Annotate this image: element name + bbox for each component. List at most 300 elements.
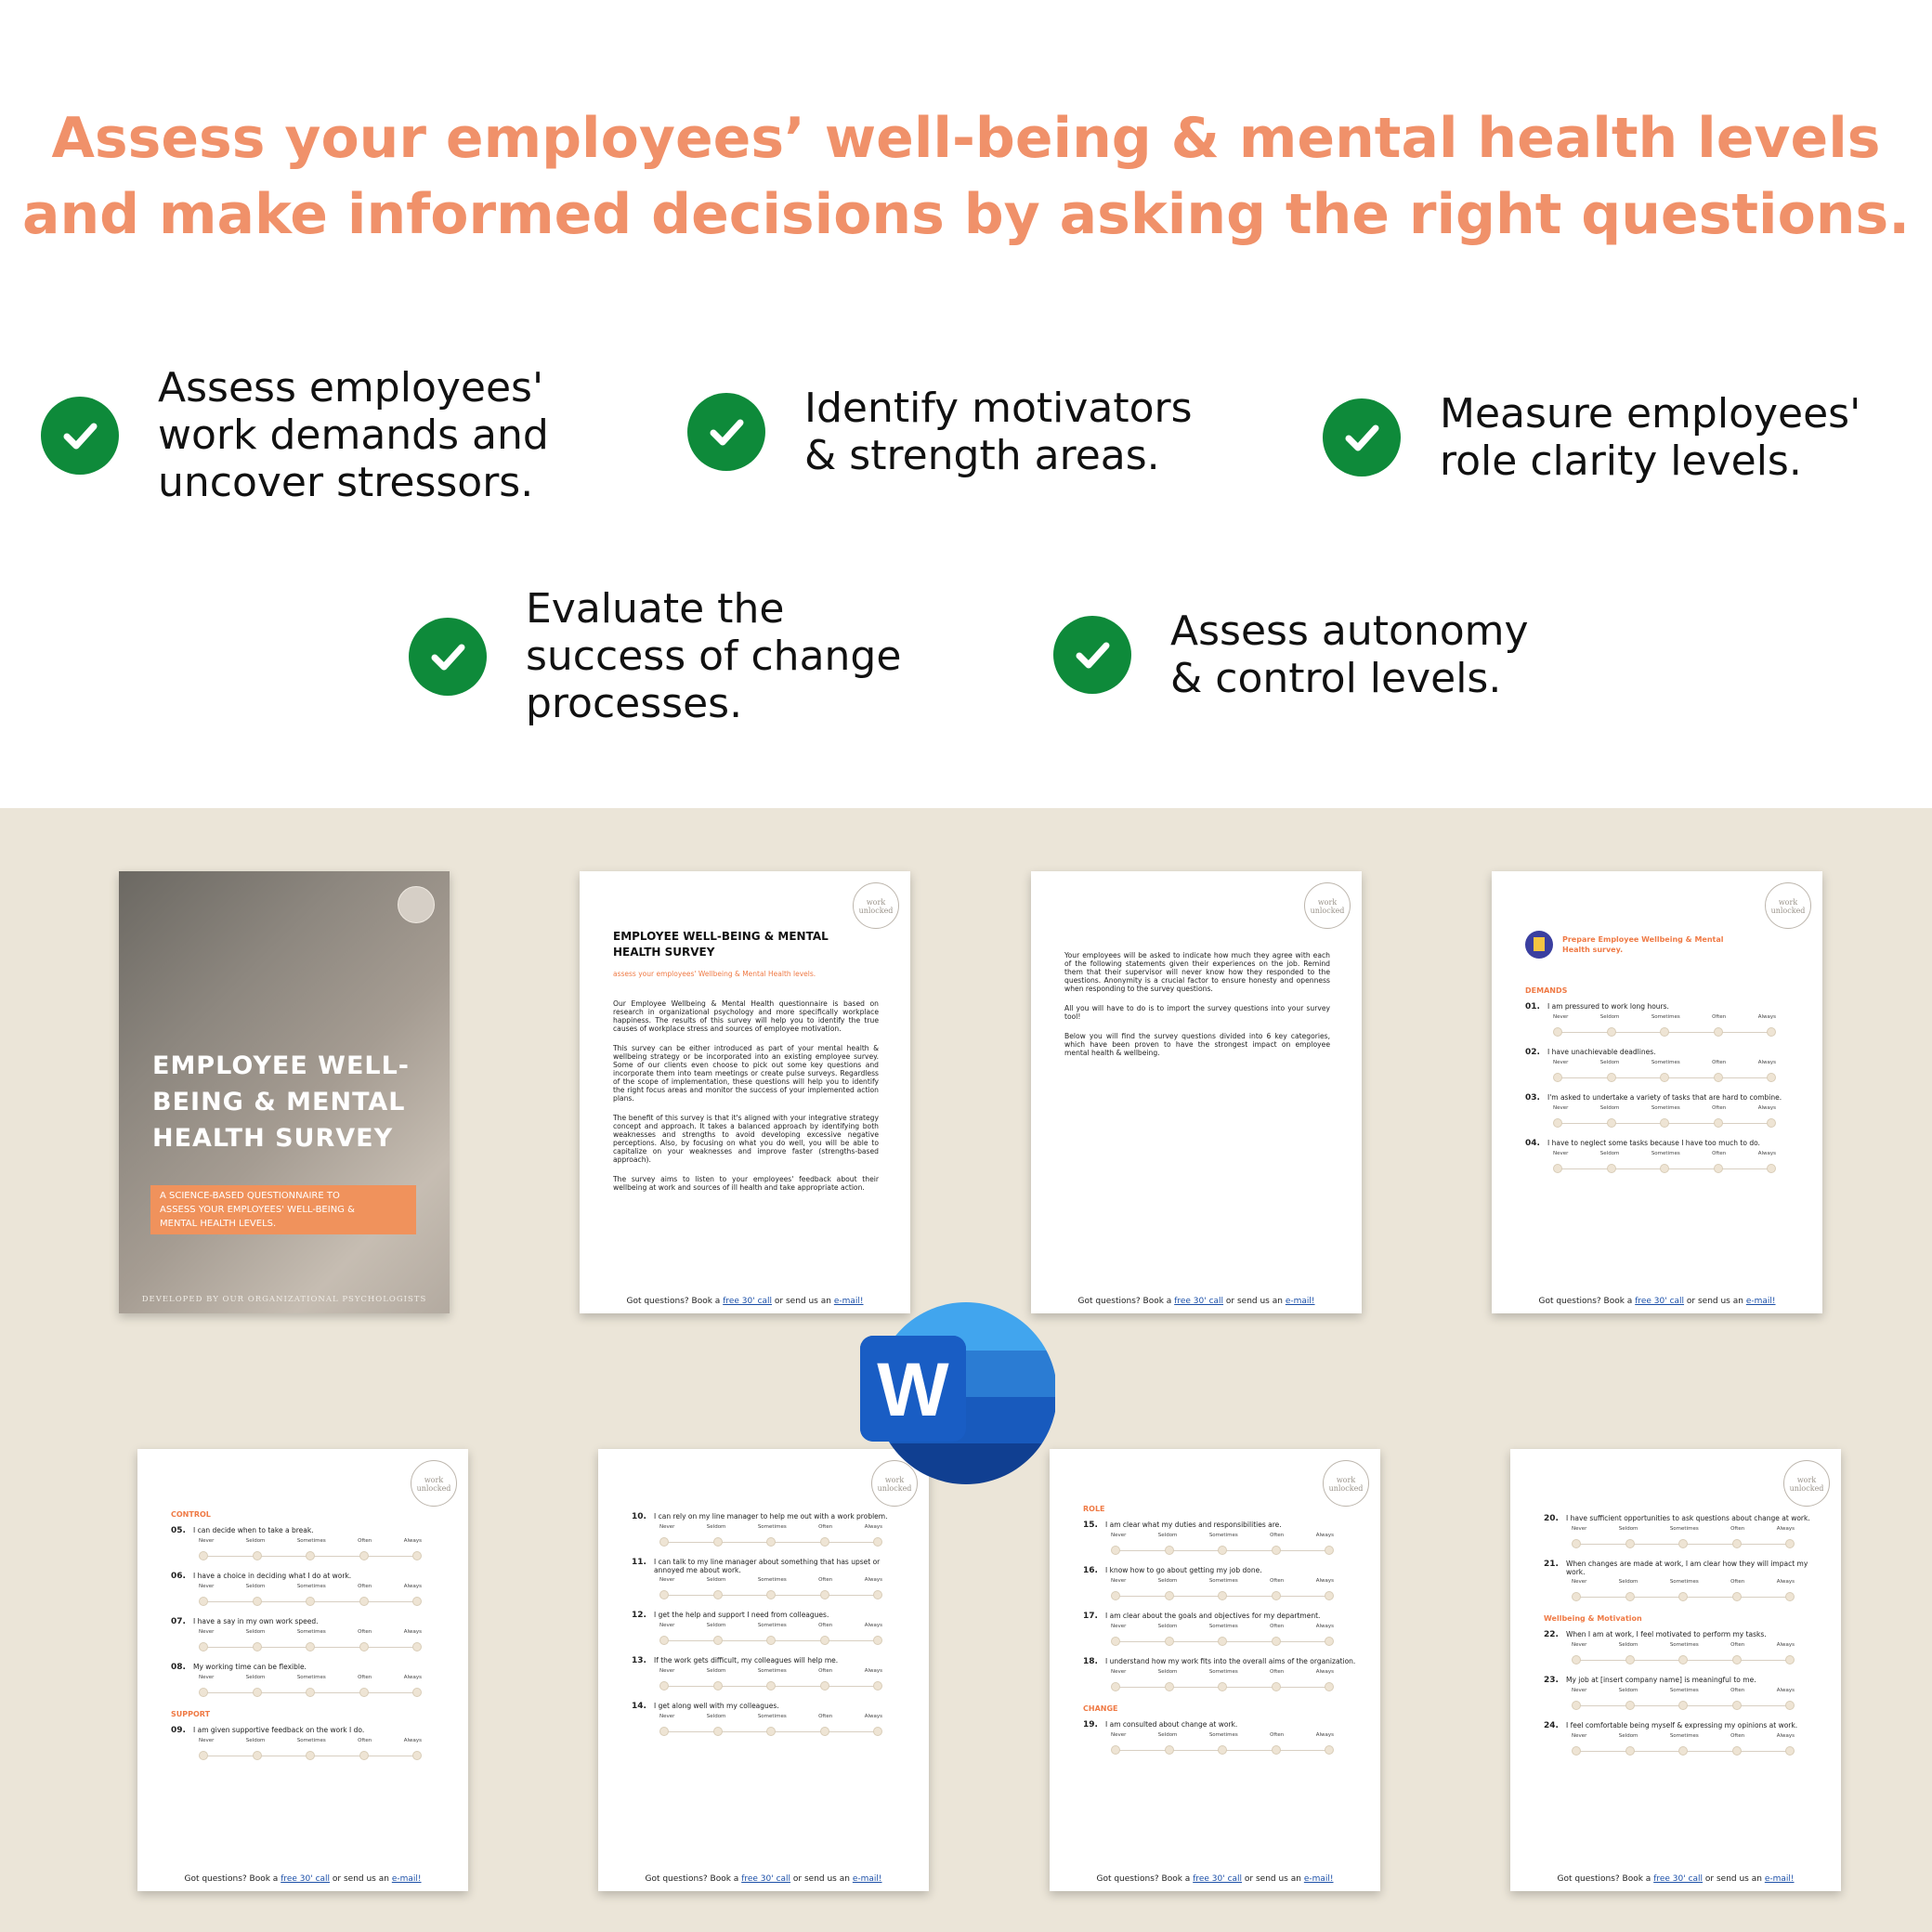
scale-label: Often: [818, 1668, 833, 1674]
scale-radio[interactable]: [766, 1636, 776, 1645]
scale-radio[interactable]: [873, 1636, 882, 1645]
scale-radio[interactable]: [1607, 1118, 1616, 1128]
scale-radio[interactable]: [253, 1551, 262, 1560]
scale-radio[interactable]: [659, 1681, 669, 1690]
scale-radio[interactable]: [199, 1642, 208, 1651]
work-unlocked-logo: work unlocked: [1783, 1460, 1830, 1507]
question-label: I get the help and support I need from colleagues.: [654, 1611, 829, 1619]
scale-label: Often: [358, 1629, 372, 1635]
scale-radio[interactable]: [659, 1537, 669, 1547]
scale-label: Seldom: [245, 1675, 266, 1680]
scale-label: Seldom: [1157, 1732, 1178, 1738]
scale-radio[interactable]: [306, 1597, 315, 1606]
scale-label: Always: [1776, 1688, 1795, 1693]
scale-label: Never: [659, 1623, 675, 1628]
scale-radio[interactable]: [713, 1727, 723, 1736]
scale-radio[interactable]: [1325, 1637, 1334, 1646]
scale-label: Never: [1111, 1533, 1127, 1538]
scale-radio[interactable]: [659, 1590, 669, 1599]
scale-label: Often: [358, 1538, 372, 1544]
scale-radio[interactable]: [1625, 1655, 1635, 1664]
scale-radio[interactable]: [412, 1688, 422, 1697]
scale-radio[interactable]: [1678, 1655, 1688, 1664]
scale-radio[interactable]: [1714, 1118, 1723, 1128]
scale-label: Often: [1712, 1060, 1727, 1065]
scale-radio[interactable]: [1732, 1655, 1742, 1664]
email-link[interactable]: e-mail!: [1764, 1874, 1795, 1884]
scale-radio[interactable]: [1607, 1027, 1616, 1037]
survey-question: [1544, 1514, 1822, 1552]
scale-radio[interactable]: [1767, 1118, 1776, 1128]
scale-radio[interactable]: [713, 1681, 723, 1690]
feature-text: Assess autonomy & control levels.: [1170, 607, 1529, 702]
scale-radio[interactable]: [820, 1681, 829, 1690]
instructions-paragraph: All you will have to do is to import the survey questions into your survey tool!: [1064, 1004, 1330, 1021]
scale-radio[interactable]: [1572, 1746, 1581, 1756]
scale-label: Always: [403, 1738, 422, 1743]
question-list: [1525, 977, 1804, 1177]
survey-question: [1525, 1139, 1804, 1177]
question-label: I can decide when to take a break.: [193, 1526, 314, 1534]
scale-radio[interactable]: [659, 1727, 669, 1736]
question-label: I have a say in my own work speed.: [193, 1617, 319, 1625]
scale-label: Always: [1757, 1105, 1776, 1111]
scale-radio[interactable]: [412, 1551, 422, 1560]
question-number: 14.: [632, 1702, 646, 1711]
scale-radio[interactable]: [873, 1590, 882, 1599]
question-number: 24.: [1544, 1721, 1559, 1730]
scale-radio[interactable]: [1660, 1073, 1669, 1082]
scale-radio[interactable]: [359, 1688, 369, 1697]
scale-radio[interactable]: [1625, 1592, 1635, 1601]
scale-radio[interactable]: [1111, 1546, 1120, 1555]
scale-radio[interactable]: [1607, 1164, 1616, 1173]
scale-radio[interactable]: [766, 1590, 776, 1599]
scale-radio[interactable]: [1660, 1027, 1669, 1037]
scale-label: Always: [1776, 1579, 1795, 1585]
survey-question: [632, 1558, 910, 1603]
scale-radio[interactable]: [1660, 1164, 1669, 1173]
question-label: I know how to go about getting my job done.: [1105, 1566, 1262, 1574]
scale-radio[interactable]: [1272, 1546, 1281, 1555]
scale-label: Always: [1315, 1732, 1334, 1738]
scale-radio[interactable]: [713, 1636, 723, 1645]
question-label: I can talk to my line manager about something that has upset or annoyed me about work.: [654, 1558, 881, 1574]
scale-radio[interactable]: [359, 1751, 369, 1760]
scale-label: Seldom: [706, 1524, 726, 1530]
work-unlocked-logo: work unlocked: [1304, 882, 1351, 929]
question-text: [1544, 1514, 1822, 1523]
scale-label: Often: [358, 1584, 372, 1589]
scale-radio[interactable]: [412, 1597, 422, 1606]
question-label: I am clear what my duties and responsibilities are.: [1105, 1521, 1282, 1529]
word-letter: W: [877, 1348, 949, 1432]
email-link[interactable]: e-mail!: [1303, 1874, 1334, 1884]
scale-radio[interactable]: [766, 1681, 776, 1690]
scale-radio[interactable]: [1218, 1637, 1227, 1646]
work-unlocked-logo: work unlocked: [1323, 1460, 1369, 1507]
page-footer: Got questions? Book a free 30' call or send us an e-mail!: [1557, 1874, 1795, 1884]
scale-radio[interactable]: [766, 1537, 776, 1547]
page-demands: [1492, 871, 1822, 1313]
scale-radio[interactable]: [1732, 1701, 1742, 1710]
feature-work-demands: [41, 364, 549, 506]
rating-scale: [1572, 1579, 1795, 1605]
scale-radio[interactable]: [713, 1537, 723, 1547]
scale-radio[interactable]: [1785, 1655, 1795, 1664]
survey-question: [1083, 1657, 1362, 1695]
scale-radio[interactable]: [1625, 1701, 1635, 1710]
scale-label: Never: [1553, 1105, 1569, 1111]
scale-label: Never: [199, 1584, 215, 1589]
free-call-link[interactable]: free 30' call: [1635, 1297, 1685, 1306]
scale-label: Always: [1757, 1014, 1776, 1020]
question-label: I am consulted about change at work.: [1105, 1720, 1238, 1729]
scale-radio[interactable]: [1325, 1682, 1334, 1691]
scale-label: Sometimes: [1651, 1060, 1680, 1065]
scale-radio[interactable]: [1111, 1745, 1120, 1755]
section-heading: DEMANDS: [1525, 986, 1568, 995]
scale-radio[interactable]: [1714, 1027, 1723, 1037]
scale-label: Never: [199, 1538, 215, 1544]
scale-label: Seldom: [1157, 1533, 1178, 1538]
scale-radio[interactable]: [1325, 1591, 1334, 1600]
question-text: [1544, 1630, 1822, 1639]
scale-radio[interactable]: [306, 1642, 315, 1651]
question-number: 23.: [1544, 1676, 1559, 1685]
scale-radio[interactable]: [1625, 1746, 1635, 1756]
scale-radio[interactable]: [1660, 1118, 1669, 1128]
free-call-link[interactable]: free 30' call: [1174, 1297, 1224, 1306]
scale-radio[interactable]: [1767, 1027, 1776, 1037]
scale-label: Often: [818, 1623, 833, 1628]
question-text: [632, 1611, 910, 1620]
intro-title: EMPLOYEE WELL-BEING & MENTAL HEALTH SURVEY: [613, 930, 829, 959]
scale-radio[interactable]: [1732, 1746, 1742, 1756]
scale-label: Sometimes: [1208, 1578, 1238, 1584]
question-number: 03.: [1525, 1093, 1540, 1103]
scale-radio[interactable]: [1572, 1539, 1581, 1548]
question-number: 02.: [1525, 1048, 1540, 1057]
rating-scale: [1572, 1688, 1795, 1714]
scale-radio[interactable]: [1272, 1745, 1281, 1755]
intro-paragraph: Our Employee Wellbeing & Mental Health questionnaire is based on research in organizational psychology and more specifically workplace happiness. The results of this survey will help you to identify the true causes of workplace stress and sources of employee motivation.: [613, 999, 879, 1033]
rating-scale: [1553, 1060, 1776, 1086]
scale-radio[interactable]: [820, 1636, 829, 1645]
question-label: I have a choice in deciding what I do at work.: [193, 1572, 352, 1580]
rating-scale: [1111, 1669, 1334, 1695]
scale-radio[interactable]: [1218, 1682, 1227, 1691]
scale-radio[interactable]: [412, 1642, 422, 1651]
survey-question: [1544, 1560, 1822, 1605]
checkmark-icon: [687, 393, 765, 471]
question-number: 04.: [1525, 1139, 1540, 1148]
scale-radio[interactable]: [1714, 1073, 1723, 1082]
scale-label: Sometimes: [296, 1538, 326, 1544]
intro-paragraph: The survey aims to listen to your employees' feedback about their wellbeing at work and sources of ill health and take appropriate action.: [613, 1175, 879, 1192]
scale-label: Often: [1712, 1151, 1727, 1156]
feature-text: Measure employees' role clarity levels.: [1440, 390, 1861, 485]
scale-label: Always: [1315, 1669, 1334, 1675]
scale-radio[interactable]: [1678, 1539, 1688, 1548]
question-number: 09.: [171, 1726, 186, 1735]
free-call-link[interactable]: free 30' call: [741, 1874, 791, 1884]
scale-radio[interactable]: [1785, 1746, 1795, 1756]
scale-radio[interactable]: [1165, 1591, 1174, 1600]
scale-radio[interactable]: [1678, 1592, 1688, 1601]
scale-label: Often: [1712, 1105, 1727, 1111]
question-number: 20.: [1544, 1514, 1559, 1523]
scale-radio[interactable]: [1325, 1546, 1334, 1555]
rating-scale: [659, 1524, 882, 1550]
scale-label: Sometimes: [1651, 1014, 1680, 1020]
scale-radio[interactable]: [1607, 1073, 1616, 1082]
scale-label: Never: [199, 1738, 215, 1743]
scale-radio[interactable]: [1572, 1592, 1581, 1601]
scale-label: Always: [1757, 1151, 1776, 1156]
scale-radio[interactable]: [1732, 1539, 1742, 1548]
scale-radio[interactable]: [1767, 1164, 1776, 1173]
instructions-paragraph: Below you will find the survey questions divided into 6 key categories, which have been proven to have the strongest impact on employee mental health & wellbeing.: [1064, 1032, 1330, 1057]
scale-radio[interactable]: [1553, 1118, 1562, 1128]
question-label: When changes are made at work, I am clear how they will impact my work.: [1566, 1560, 1808, 1576]
scale-label: Always: [1776, 1733, 1795, 1739]
survey-question: [171, 1526, 450, 1564]
work-unlocked-logo: work unlocked: [1765, 882, 1811, 929]
section-heading: SUPPORT: [171, 1710, 211, 1718]
rating-scale: [1553, 1014, 1776, 1040]
scale-radio[interactable]: [1218, 1745, 1227, 1755]
question-number: 17.: [1083, 1612, 1098, 1621]
scale-label: Seldom: [1157, 1578, 1178, 1584]
scale-label: Always: [403, 1629, 422, 1635]
prepare-title: Prepare Employee Wellbeing & Mental Health survey.: [1562, 935, 1724, 954]
scale-radio[interactable]: [766, 1727, 776, 1736]
scale-radio[interactable]: [1678, 1746, 1688, 1756]
survey-question: [632, 1656, 910, 1694]
scale-radio[interactable]: [873, 1537, 882, 1547]
question-label: I have to neglect some tasks because I have too much to do.: [1547, 1139, 1760, 1147]
survey-question: [632, 1512, 910, 1550]
rating-scale: [1572, 1733, 1795, 1759]
rating-scale: [1572, 1526, 1795, 1552]
intro-subtitle: assess your employees' Wellbeing & Mental Health levels.: [613, 970, 816, 978]
scale-label: Sometimes: [296, 1675, 326, 1680]
email-link[interactable]: e-mail!: [1745, 1297, 1776, 1306]
scale-label: Sometimes: [757, 1714, 787, 1719]
cover-title: EMPLOYEE WELL- BEING & MENTAL HEALTH SURVEY: [152, 1051, 411, 1153]
scale-label: Never: [1111, 1669, 1127, 1675]
scale-radio[interactable]: [1111, 1591, 1120, 1600]
scale-radio[interactable]: [199, 1597, 208, 1606]
section-heading: ROLE: [1083, 1505, 1105, 1513]
question-text: [171, 1663, 450, 1672]
feature-text: Evaluate the success of change processes.: [526, 585, 902, 727]
page-footer: Got questions? Book a free 30' call or send us an e-mail!: [1077, 1297, 1315, 1306]
scale-radio[interactable]: [306, 1551, 315, 1560]
scale-radio[interactable]: [359, 1551, 369, 1560]
scale-label: Never: [1572, 1688, 1587, 1693]
scale-radio[interactable]: [1785, 1539, 1795, 1548]
question-text: [1544, 1721, 1822, 1730]
scale-label: Sometimes: [1669, 1642, 1699, 1648]
free-call-link[interactable]: free 30' call: [1193, 1874, 1243, 1884]
survey-question: [1525, 1048, 1804, 1086]
scale-radio[interactable]: [253, 1642, 262, 1651]
scale-radio[interactable]: [1572, 1701, 1581, 1710]
free-call-link[interactable]: free 30' call: [1653, 1874, 1704, 1884]
scale-label: Often: [1270, 1533, 1285, 1538]
scale-radio[interactable]: [1714, 1164, 1723, 1173]
checkmark-icon: [1053, 616, 1131, 694]
question-number: 12.: [632, 1611, 646, 1620]
question-number: 08.: [171, 1663, 186, 1672]
scale-radio[interactable]: [199, 1551, 208, 1560]
scale-label: Often: [1270, 1578, 1285, 1584]
scale-radio[interactable]: [1732, 1592, 1742, 1601]
scale-radio[interactable]: [873, 1681, 882, 1690]
scale-radio[interactable]: [359, 1597, 369, 1606]
survey-question: [1083, 1612, 1362, 1650]
rating-scale: [1111, 1533, 1334, 1559]
question-label: I get along well with my colleagues.: [654, 1702, 779, 1710]
scale-label: Never: [659, 1668, 675, 1674]
scale-label: Never: [659, 1524, 675, 1530]
scale-radio[interactable]: [253, 1597, 262, 1606]
scale-radio[interactable]: [659, 1636, 669, 1645]
scale-radio[interactable]: [199, 1688, 208, 1697]
scale-label: Seldom: [1618, 1579, 1638, 1585]
question-list: [1544, 1507, 1822, 1759]
scale-radio[interactable]: [1785, 1592, 1795, 1601]
scale-radio[interactable]: [253, 1688, 262, 1697]
scale-radio[interactable]: [306, 1751, 315, 1760]
scale-radio[interactable]: [1553, 1164, 1562, 1173]
scale-label: Sometimes: [1669, 1688, 1699, 1693]
scale-label: Often: [1712, 1014, 1727, 1020]
rating-scale: [199, 1538, 422, 1564]
page-footer: Got questions? Book a free 30' call or send us an e-mail!: [626, 1297, 864, 1306]
instructions-paragraph: Your employees will be asked to indicate how much they agree with each of the following statements given their experiences on the job. Remind them that their supervisor will never know how they responded to the questions. Anonymity is a crucial factor to ensure honesty and openness when responding to the survey questions.: [1064, 951, 1330, 993]
scale-label: Always: [864, 1524, 882, 1530]
scale-radio[interactable]: [1272, 1637, 1281, 1646]
page-cover: [119, 871, 450, 1313]
question-number: 10.: [632, 1512, 646, 1521]
scale-radio[interactable]: [1111, 1637, 1120, 1646]
scale-label: Seldom: [245, 1738, 266, 1743]
question-label: If the work gets difficult, my colleagues will help me.: [654, 1656, 839, 1664]
scale-label: Never: [1553, 1151, 1569, 1156]
scale-radio[interactable]: [820, 1590, 829, 1599]
microsoft-word-icon: [858, 1295, 1055, 1492]
scale-label: Seldom: [1618, 1688, 1638, 1693]
scale-label: Never: [1553, 1014, 1569, 1020]
scale-radio[interactable]: [1785, 1701, 1795, 1710]
question-text: [1083, 1566, 1362, 1575]
free-call-link[interactable]: free 30' call: [281, 1874, 331, 1884]
scale-radio[interactable]: [1165, 1745, 1174, 1755]
scale-label: Never: [659, 1577, 675, 1583]
scale-radio[interactable]: [1678, 1701, 1688, 1710]
scale-radio[interactable]: [820, 1727, 829, 1736]
question-number: 06.: [171, 1572, 186, 1581]
question-number: 01.: [1525, 1002, 1540, 1012]
question-text: [1083, 1521, 1362, 1530]
scale-radio[interactable]: [873, 1727, 882, 1736]
page-role: [1050, 1449, 1380, 1891]
rating-scale: [1572, 1642, 1795, 1668]
scale-label: Often: [1270, 1624, 1285, 1629]
scale-radio[interactable]: [713, 1590, 723, 1599]
scale-radio[interactable]: [1325, 1745, 1334, 1755]
question-text: [632, 1702, 910, 1711]
scale-radio[interactable]: [1111, 1682, 1120, 1691]
scale-radio[interactable]: [199, 1751, 208, 1760]
scale-radio[interactable]: [1165, 1637, 1174, 1646]
question-label: I have unachievable deadlines.: [1547, 1048, 1656, 1056]
question-label: I am pressured to work long hours.: [1547, 1002, 1669, 1011]
email-link[interactable]: e-mail!: [1285, 1297, 1315, 1306]
email-link[interactable]: e-mail!: [833, 1297, 864, 1306]
scale-radio[interactable]: [1272, 1682, 1281, 1691]
scale-radio[interactable]: [1572, 1655, 1581, 1664]
rating-scale: [199, 1738, 422, 1764]
scale-label: Always: [864, 1668, 882, 1674]
rating-scale: [199, 1675, 422, 1701]
scale-radio[interactable]: [253, 1751, 262, 1760]
question-text: [171, 1617, 450, 1626]
scale-radio[interactable]: [306, 1688, 315, 1697]
scale-label: Always: [1315, 1624, 1334, 1629]
scale-radio[interactable]: [1553, 1073, 1562, 1082]
email-link[interactable]: e-mail!: [391, 1874, 422, 1884]
headline-line-1: Assess your employees’ well-being & mental health levels: [51, 106, 1881, 171]
scale-label: Sometimes: [1208, 1669, 1238, 1675]
scale-label: Seldom: [245, 1629, 266, 1635]
scale-radio[interactable]: [1272, 1591, 1281, 1600]
question-label: When I am at work, I feel motivated to perform my tasks.: [1566, 1630, 1767, 1638]
intro-body: [613, 999, 879, 1203]
scale-radio[interactable]: [412, 1751, 422, 1760]
work-unlocked-logo: work unlocked: [411, 1460, 457, 1507]
free-call-link[interactable]: free 30' call: [723, 1297, 773, 1306]
email-link[interactable]: e-mail!: [852, 1874, 882, 1884]
intro-paragraph: This survey can be either introduced as part of your mental health & wellbeing strategy or be incorporated into an existing employee survey. Some of our clients even choose to pick out some key questions and incorporate them into team meetings or create pulse surveys. Regardless of the scope of implementation, these questions will help you to identify the right focus areas and monitor the success of your implemented action plans.: [613, 1044, 879, 1103]
scale-radio[interactable]: [1625, 1539, 1635, 1548]
scale-label: Sometimes: [1651, 1151, 1680, 1156]
scale-label: Sometimes: [1651, 1105, 1680, 1111]
scale-label: Often: [818, 1714, 833, 1719]
scale-radio[interactable]: [1767, 1073, 1776, 1082]
scale-label: Seldom: [1599, 1151, 1620, 1156]
scale-radio[interactable]: [1218, 1591, 1227, 1600]
scale-radio[interactable]: [1165, 1682, 1174, 1691]
scale-radio[interactable]: [1218, 1546, 1227, 1555]
question-number: 13.: [632, 1656, 646, 1665]
scale-radio[interactable]: [359, 1642, 369, 1651]
scale-radio[interactable]: [820, 1537, 829, 1547]
question-label: My job at [insert company name] is meaningful to me.: [1566, 1676, 1756, 1684]
scale-radio[interactable]: [1553, 1027, 1562, 1037]
question-text: [1083, 1612, 1362, 1621]
scale-label: Often: [1270, 1732, 1285, 1738]
page-instructions: [1031, 871, 1362, 1313]
checkmark-icon: [1323, 398, 1401, 476]
rating-scale: [1111, 1624, 1334, 1650]
question-list: [632, 1505, 910, 1740]
question-label: I can rely on my line manager to help me out with a work problem.: [654, 1512, 888, 1521]
scale-radio[interactable]: [1165, 1546, 1174, 1555]
